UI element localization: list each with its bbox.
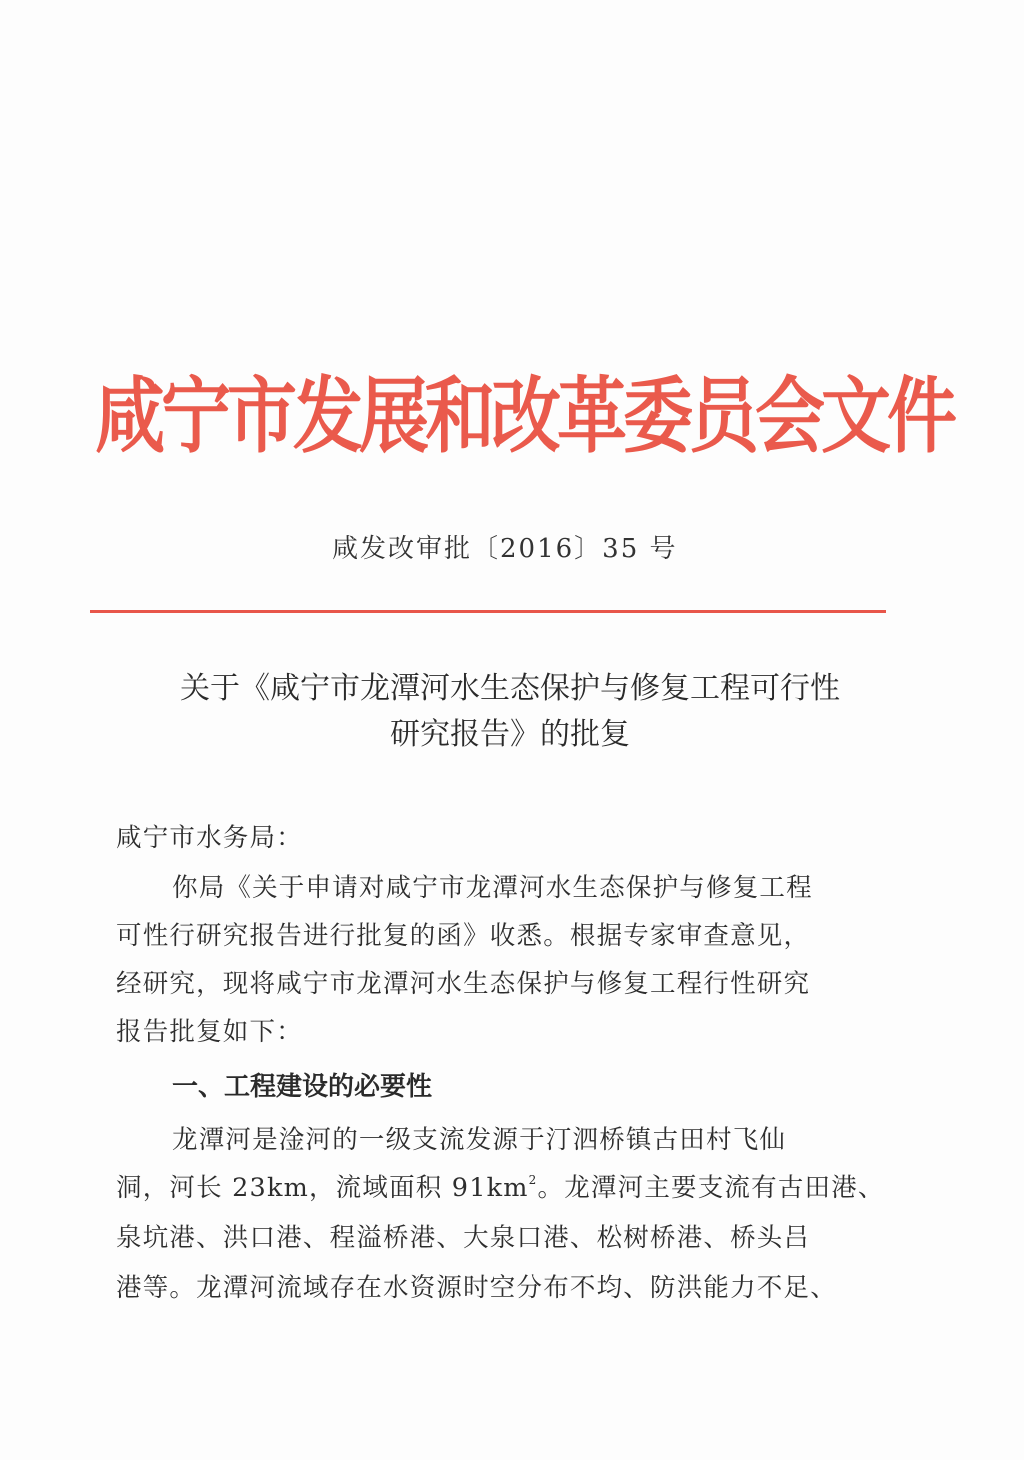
superscript-2: 2 bbox=[528, 1173, 538, 1187]
paragraph-2-line-1: 龙潭河是淦河的一级支流发源于汀泗桥镇古田村飞仙 bbox=[172, 1125, 787, 1155]
issuing-authority-title: 咸宁市发展和改革委员会文件 bbox=[95, 366, 953, 465]
paragraph-1-line-1: 你局《关于申请对咸宁市龙潭河水生态保护与修复工程 bbox=[172, 873, 813, 903]
paragraph-1-line-4: 报告批复如下： bbox=[116, 1017, 303, 1047]
subject-title-line-2: 研究报告》的批复 bbox=[390, 717, 630, 752]
addressee: 咸宁市水务局： bbox=[116, 823, 303, 853]
paragraph-2-line-4: 港等。龙潭河流域存在水资源时空分布不均、防洪能力不足、 bbox=[116, 1273, 837, 1303]
document-number: 咸发改审批〔2016〕35 号 bbox=[332, 534, 678, 564]
paragraph-2-line-2-part-b: 。龙潭河主要支流有古田港、 bbox=[537, 1173, 885, 1203]
paragraph-2-line-3: 泉坑港、洪口港、程溢桥港、大泉口港、松树桥港、桥头吕 bbox=[116, 1223, 811, 1253]
paragraph-1-line-3: 经研究，现将咸宁市龙潭河水生态保护与修复工程行性研究 bbox=[116, 969, 811, 999]
paragraph-1-line-2: 可性行研究报告进行批复的函》收悉。根据专家审查意见， bbox=[116, 921, 811, 951]
section-heading-1: 一、工程建设的必要性 bbox=[172, 1072, 433, 1102]
paragraph-2-line-2 bbox=[116, 1168, 885, 1204]
paragraph-2-line-2-part-a: 洞，河长 23km，流域面积 91km bbox=[116, 1173, 529, 1203]
red-divider-line bbox=[90, 610, 886, 613]
subject-title-line-1: 关于《咸宁市龙潭河水生态保护与修复工程可行性 bbox=[180, 671, 840, 706]
subject-title bbox=[100, 666, 920, 758]
